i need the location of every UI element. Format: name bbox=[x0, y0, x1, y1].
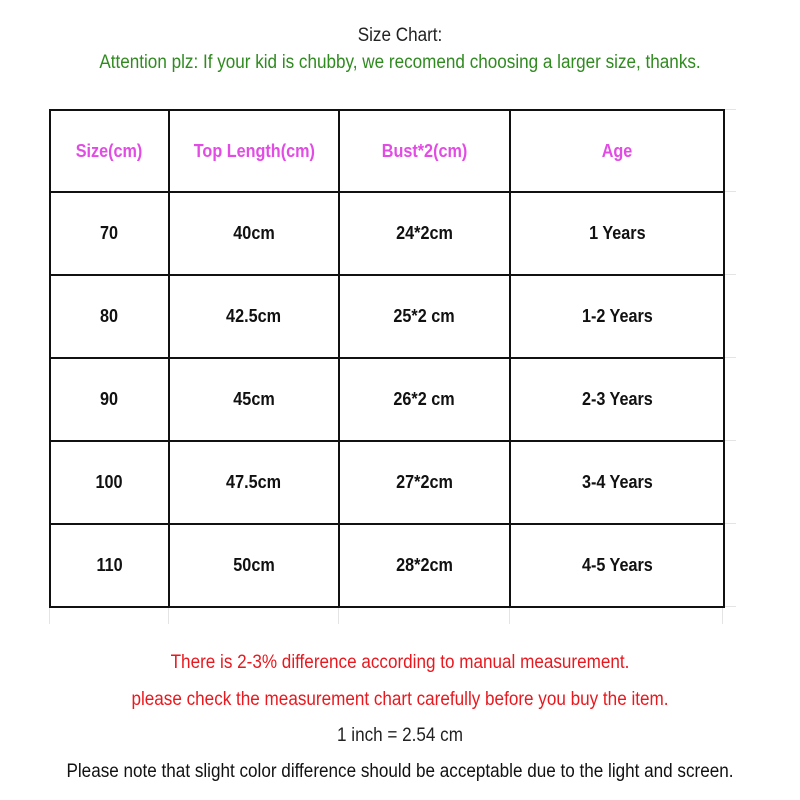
check-chart-note: please check the measurement chart carefully before you buy the item. bbox=[131, 689, 669, 710]
guide-line bbox=[168, 606, 169, 624]
cell-age: 4-5 Years bbox=[510, 524, 724, 607]
size-chart-table bbox=[49, 109, 725, 608]
cell-size: 110 bbox=[50, 524, 169, 607]
table-row bbox=[50, 441, 724, 524]
table-row bbox=[50, 275, 724, 358]
cell-top-length: 45cm bbox=[169, 358, 339, 441]
inch-conversion-note: 1 inch = 2.54 cm bbox=[337, 725, 463, 746]
table-row bbox=[50, 524, 724, 607]
column-header-size: Size(cm) bbox=[50, 110, 169, 192]
attention-note: Attention plz: If your kid is chubby, we recomend choosing a larger size, thanks. bbox=[99, 52, 701, 73]
cell-bust: 26*2 cm bbox=[339, 358, 510, 441]
cell-top-length: 50cm bbox=[169, 524, 339, 607]
cell-size: 100 bbox=[50, 441, 169, 524]
cell-size: 80 bbox=[50, 275, 169, 358]
guide-line bbox=[49, 606, 50, 624]
cell-bust: 25*2 cm bbox=[339, 275, 510, 358]
guide-line bbox=[722, 606, 723, 624]
cell-top-length: 42.5cm bbox=[169, 275, 339, 358]
column-header-bust: Bust*2(cm) bbox=[339, 110, 510, 192]
page-title: Size Chart: bbox=[357, 25, 443, 46]
cell-age: 1 Years bbox=[510, 192, 724, 275]
table-header-row bbox=[50, 110, 724, 192]
cell-bust: 27*2cm bbox=[339, 441, 510, 524]
cell-age: 3-4 Years bbox=[510, 441, 724, 524]
cell-size: 70 bbox=[50, 192, 169, 275]
cell-size: 90 bbox=[50, 358, 169, 441]
table-row bbox=[50, 358, 724, 441]
cell-top-length: 47.5cm bbox=[169, 441, 339, 524]
column-header-top-length: Top Length(cm) bbox=[169, 110, 339, 192]
color-difference-note: Please note that slight color difference should be acceptable due to the light and screen. bbox=[66, 761, 734, 782]
cell-bust: 28*2cm bbox=[339, 524, 510, 607]
table-row bbox=[50, 192, 724, 275]
cell-age: 2-3 Years bbox=[510, 358, 724, 441]
guide-line bbox=[509, 606, 510, 624]
column-header-age: Age bbox=[510, 110, 724, 192]
measurement-difference-note: There is 2-3% difference according to manual measurement. bbox=[170, 652, 630, 673]
cell-bust: 24*2cm bbox=[339, 192, 510, 275]
guide-line bbox=[338, 606, 339, 624]
cell-top-length: 40cm bbox=[169, 192, 339, 275]
cell-age: 1-2 Years bbox=[510, 275, 724, 358]
